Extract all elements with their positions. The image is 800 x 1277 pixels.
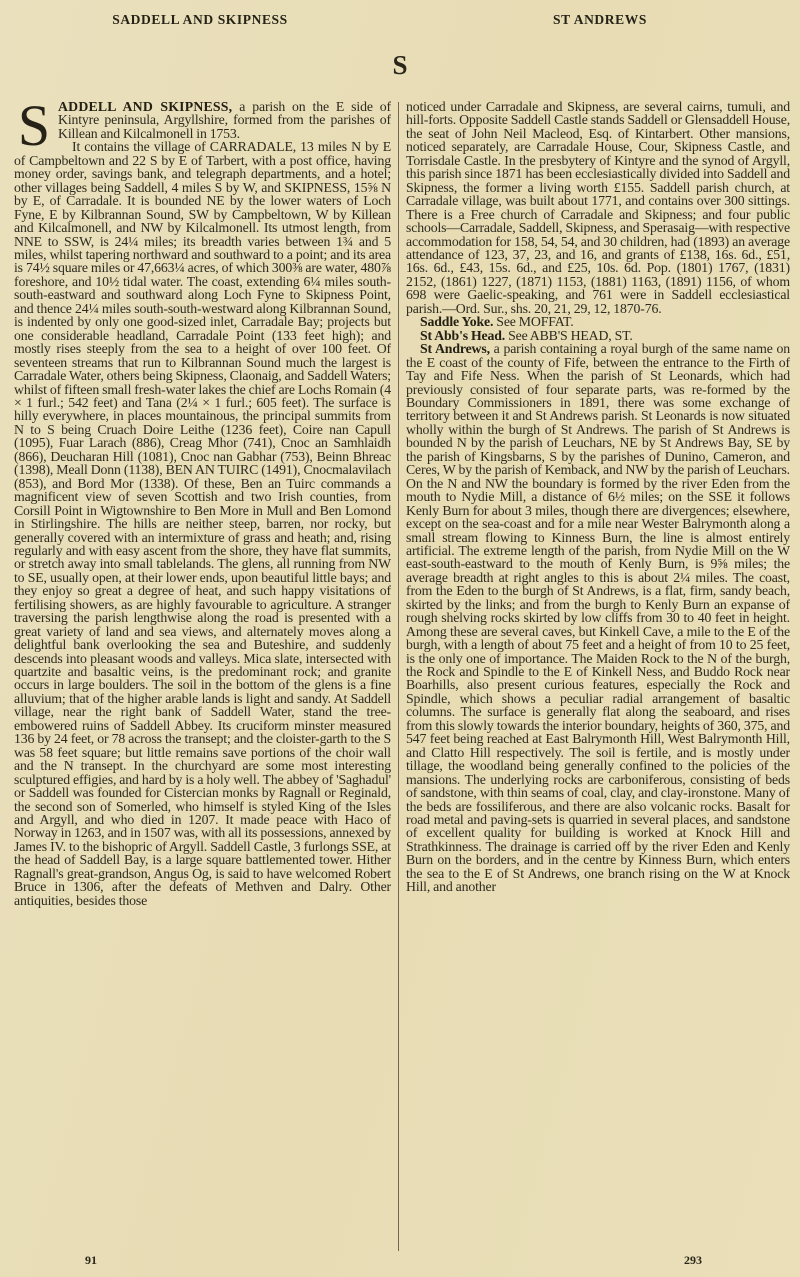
entry-saddle-yoke (406, 315, 790, 328)
entry-st-abbs-head (406, 329, 790, 342)
running-head-left: SADDELL AND SKIPNESS (112, 12, 288, 27)
entry-saddell-title: ADDELL AND SKIPNESS, (58, 100, 233, 114)
entry-st-andrews-title: St Andrews, (420, 341, 490, 357)
entry-saddell-intro-text: a parish on the E side of Kintyre peninsula, Argyllshire, formed from the parishes of Killean and Kilcalmonell in 1753. (58, 100, 391, 141)
entry-saddell-continuation: noticed under Carradale and Skipness, are several cairns, tumuli, and hill-forts. Opposite Saddell Castle stands Saddell or Glensaddell House, the seat of John Neil Macleod, Esq. of Kintarbert. Other mansions, noticed separately, are Carradale House, Cour, Skipness Castle, and Torrisdale Castle. In the presbytery of Kintyre and the synod of Argyll, this parish since 1871 has been ecclesiastically divided into Saddell and Skipness, the former a living worth £155. Saddell parish church, at Carradale village, was built about 1771, and contains over 300 sittings. There is a Free church of Carradale and Skipness; and four public schools—Carradale, Saddell, Skipness, and Sperasaig—with respective accommodation for 158, 54, 54, and 30 children, had (1893) an average attendance of 123, 37, 23, and 16, and grants of £138, 16s. 6d., £51, 16s. 6d., £43, 15s. 6d., and £25, 10s. 6d. Pop. (1801) 1767, (1831) 2152, (1861) 1227, (1871) 1153, (1881) 1163, (1891) 1156, of whom 698 were Gaelic-speaking, and 761 were in Saddell ecclesiastical parish.—Ord. Sur., shs. 20, 21, 29, 12, 1870-76. (406, 100, 790, 316)
right-column (406, 100, 790, 1251)
entry-saddle-yoke-title: Saddle Yoke. (420, 314, 494, 330)
entry-st-abbs-head-text: See ABB'S HEAD, ST. (505, 327, 633, 343)
text-columns (14, 100, 790, 1251)
entry-saddell-body: It contains the village of CARRADALE, 13 miles N by E of Campbeltown and 22 S by E of Tarbert, with a post office, having money order, savings bank, and telegraph departments, and a hotel; other villages being Saddell, 4 miles S by W, and SKIPNESS, 15⅝ N by E, of Carradale. It is bounded NE by the lower waters of Loch Fyne, E by Kilbrannan Sound, SW by Campbeltown, W by Killean and Kilcalmonell, and NW by Kilcalmonell. Its utmost length, from NNE to SSW, is 24¼ miles; its breadth varies between 1¾ and 5 miles, whilst tapering northward and southward to a point; and its area is 74½ square miles or 47,663¼ acres, of which 300⅜ are water, 480⅞ foreshore, and 10½ tidal water. The coast, extending 6¼ miles south-south-eastward and southward along Loch Fyne to Skipness Point, and thence 24¼ miles south-south-westward along Kilbrannan Sound, is indented by only one good-sized inlet, Carradale Bay; projects but one considerable headland, Carradale Point (133 feet high); and mostly rises steeply from the sea to a height of over 100 feet. Of seventeen streams that run to Kilbrannan Sound much the largest is Carradale Water, others being Skipness, Claonaig, and Saddell Waters; whilst of fifteen small fresh-water lakes the chief are Lochs Romain (4 × 1 furl.; 542 feet) and Tana (2¼ × 1 furl.; 605 feet). The surface is hilly everywhere, in places mountainous, the principal summits from N to S being Cruach Doire Leithe (1236 feet), Coire nan Capull (1095), Fuar Larach (886), Creag Mhor (741), Cnoc an Samhlaidh (866), Deucharan Hill (1081), Cnoc nan Gabhar (753), Beinn Bhreac (1398), Meall Donn (1138), BEN AN TUIRC (1491), Cnocmalavilach (853), and Bord Mor (1338). Of these, Ben an Tuirc commands a magnificent view of seven Scottish and two Irish counties, from Corsill Point in Wigtownshire to Ben More in Mull and Ben Lomond in Stirlingshire. The hills are neither steep, barren, nor rocky, but generally covered with an intermixture of grass and heath; and, rising regularly and with easy ascent from the shore, they have flat summits, or stretch away into small tablelands. The glens, all running from NW to SE, usually open, at their lower ends, upon beautiful little bays; and they enjoy so great a degree of heat, and such happy visitations of fertilising showers, as are highly favourable to agriculture. A stranger traversing the parish lengthwise along the road is presented with a great variety of land and sea views, and alternately moves along a delightful bank overlooking the sea and Buteshire, and suddenly descends into pleasant woods and valleys. Mica slate, intersected with quartzite and basaltic veins, is the predominant rock; and granite occurs in large boulders. The soil in the bottom of the glens is a fine alluvium; that of the higher arable lands is light and sandy. At Saddell village, near the right bank of Saddell Water, stand the tree-embowered ruins of Saddell Abbey. Its cruciform minster measured 136 by 24 feet, or 78 across the transept; and the cloister-garth to the S was 58 feet square; but little remains save portions of the choir wall and the N transept. In the churchyard are some most interesting sculptured effigies, and hard by is a holy well. The abbey of 'Saghadul' or Saddell was founded for Cistercian monks by Ragnall or Reginald, the second son of Somerled, who himself is styled King of the Isles and Argyll, and who died in 1207. It made peace with Haco of Norway in 1263, and in 1507 was, with all its possessions, annexed by James IV. to the bishopric of Argyll. Saddell Castle, 3 furlongs SSE, at the head of Saddell Bay, is a large square battlemented tower. Hither Ragnall's great-grandson, Angus Og, is said to have welcomed Robert Bruce in 1306, after the defeats of Methven and Dalry. Other antiquities, besides those (14, 139, 391, 908)
running-head-right: ST ANDREWS (553, 12, 647, 27)
page-number-right: 293 (684, 1253, 702, 1267)
entry-st-andrews-text: a parish containing a royal burgh of the same name on the E coast of the county of Fife, between the entrance to the Firth of Tay and Fife Ness. When the parish of St Leonards, which had previously consisted of four separate parts, was re-formed by the Boundary Commissioners in 1891, there was some exchange of territory between it and St Andrews parish. St Leonards is now situated wholly within the burgh of St Andrews. The parish of St Andrews is bounded N by the parish of Leuchars, NE by St Andrews Bay, SE by the parish of Kingsbarns, S by the parishes of Dunino, Cameron, and Ceres, W by the parish of Kemback, and NW by the parish of Leuchars. On the N and NW the boundary is formed by the river Eden from the mouth to Nydie Mill, a distance of 6½ miles; on the SSE it follows Kenly Burn for about 3 miles, though there are divergences; elsewhere, except on the sea-coast and for a mile near Wester Balrymonth along a small stream flowing to Kinness Burn, the line is almost entirely artificial. The extreme length of the parish, from Nydie Mill on the W east-south-eastward to the mouth of Kenly Burn, is 9⅝ miles; the average breadth at right angles to this is about 2¼ miles. The coast, from the Eden to the burgh of St Andrews, is a flat, firm, sandy beach, skirted by the links; and from the burgh to Kenly Burn an expanse of rough shelving rocks skirted by low cliffs from 30 to 40 feet in height. Among these are several caves, but Kinkell Cave, a mile to the E of the burgh, with a length of about 75 feet and a height of from 10 to 25 feet, is the only one of importance. The Maiden Rock to the N of the burgh, the Rock and Spindle to the E of Kinkell Ness, and Buddo Rock near Boarhills, also present curious features, especially the Rock and Spindle, which shows a peculiar radial arrangement of basaltic columns. The surface is generally flat along the seaboard, and rises from this slowly towards the interior boundary, heights of 360, 375, and 547 feet being reached at East Balrymonth Hill, West Balrymonth Hill, and Clatto Hill respectively. The soil is fertile, and is mostly under tillage, the woodland being generally confined to the policies of the mansions. The underlying rocks are carboniferous, consisting of beds of sandstone, with thin seams of coal, clay, and clay-ironstone. Many of the beds are fossiliferous, and there are also volcanic rocks. Basalt for road metal and paving-sets is quarried in several places, and sandstone of excellent quality for building is worked at Knock Hill and Strathkinness. The drainage is carried off by the river Eden and Kenly Burn on the borders, and in the centre by Kinness Burn, which enters the sea to the E of St Andrews, one branch rising on the W at Knock Hill, and another (406, 341, 790, 895)
dropcap-letter: S (17, 100, 51, 158)
entry-saddle-yoke-text: See MOFFAT. (493, 314, 574, 330)
entry-saddell-intro (14, 100, 391, 140)
page-number-left: 91 (85, 1253, 97, 1267)
entry-st-abbs-head-title: St Abb's Head. (420, 327, 506, 343)
running-heads (0, 12, 800, 28)
left-column (14, 100, 391, 1251)
entry-st-andrews (406, 342, 790, 894)
column-divider-rule (398, 102, 399, 1251)
section-letter: S (392, 50, 408, 80)
